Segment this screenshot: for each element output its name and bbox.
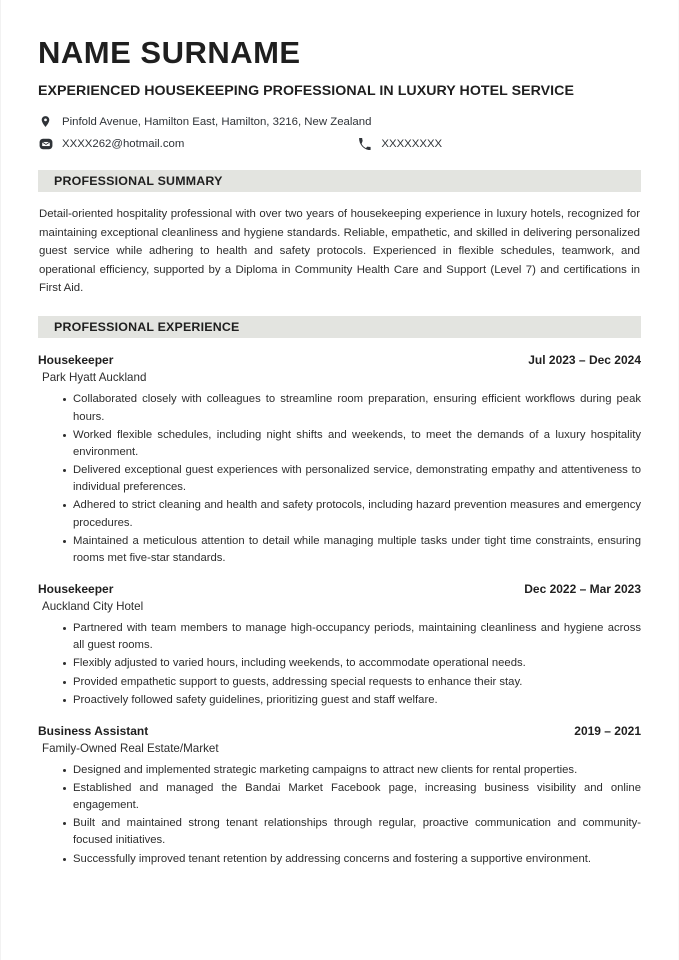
- job-company: Auckland City Hotel: [42, 600, 144, 614]
- job-bullet: Built and maintained strong tenant relationships through regular, proactive communication and community-focused initiatives.: [64, 815, 641, 849]
- job-bullet-list: [38, 762, 641, 868]
- summary-paragraph: Detail-oriented hospitality professional with over two years of housekeeping experience in luxury hotels, recognized for maintaining exceptional cleanliness and hygiene standards. Reliable, empathetic, and skilled in delivering personalized guest service while adhering to health and safety protocols. Experienced in flexible schedules, teamwork, and operational efficiency, supported by a Diploma in Community Health Care and Support (Level 7) and certifications in First Aid.: [39, 208, 640, 294]
- job-bullet: Worked flexible schedules, including night shifts and weekends, to meet the demands of a luxury hospitality environment.: [64, 427, 641, 461]
- phone-icon: [357, 136, 372, 151]
- contact-address-text: Pinfold Avenue, Hamilton East, Hamilton, 3216, New Zealand: [62, 115, 372, 128]
- job-bullet: Maintained a meticulous attention to detail while managing multiple tasks under tight time constraints, ensuring rooms met five-star standards.: [64, 533, 641, 567]
- job-company: Park Hyatt Auckland: [42, 371, 147, 385]
- job-bullet: Partnered with team members to manage high-occupancy periods, maintaining cleanliness and hygiene across all guest rooms.: [64, 620, 641, 654]
- job-bullet: Established and managed the Bandai Market Facebook page, increasing business visibility and online engagement.: [64, 780, 641, 814]
- job-bullet-list: [38, 620, 641, 709]
- job-title: Housekeeper: [38, 353, 114, 368]
- job-bullet: Proactively followed safety guidelines, prioritizing guest and staff welfare.: [64, 692, 641, 709]
- candidate-headline: EXPERIENCED HOUSEKEEPING PROFESSIONAL IN LUXURY HOTEL SERVICE: [38, 83, 574, 100]
- job-bullet: Collaborated closely with colleagues to streamline room preparation, ensuring efficient workflows during peak hours.: [64, 391, 641, 425]
- experience-entry-header: [38, 724, 641, 738]
- section-title-experience: PROFESSIONAL EXPERIENCE: [54, 320, 240, 335]
- job-bullet: Delivered exceptional guest experiences with personalized service, demonstrating empathy and attentiveness to individual preferences.: [64, 462, 641, 496]
- job-bullet: Provided empathetic support to guests, addressing special requests to enhance their stay.: [64, 674, 641, 691]
- envelope-icon: [38, 136, 53, 151]
- experience-entry: [38, 724, 641, 868]
- job-bullet-list: [38, 391, 641, 567]
- contact-block: [38, 114, 641, 151]
- page-edge-left: [0, 0, 1, 960]
- section-title-summary: PROFESSIONAL SUMMARY: [54, 174, 223, 189]
- contact-phone[interactable]: [357, 136, 442, 151]
- job-company: Family-Owned Real Estate/Market: [42, 741, 219, 755]
- experience-entry: [38, 353, 641, 567]
- experience-entry-header: [38, 582, 641, 596]
- job-dates: Dec 2022 – Mar 2023: [524, 582, 641, 597]
- section-professional-summary: [38, 170, 641, 297]
- contact-row-address: [38, 114, 641, 129]
- job-bullet: Adhered to strict cleaning and health and safety protocols, including hazard prevention measures and emergency procedures.: [64, 497, 641, 531]
- job-dates: 2019 – 2021: [574, 723, 641, 738]
- section-header-bar-summary: [38, 170, 641, 192]
- resume-header: [38, 36, 641, 151]
- contact-address: [38, 114, 371, 129]
- job-bullet: Designed and implemented strategic marketing campaigns to attract new clients for rental properties.: [64, 762, 641, 779]
- candidate-name: NAME SURNAME: [38, 35, 301, 70]
- experience-entry-header: [38, 353, 641, 367]
- section-professional-experience: [38, 316, 641, 867]
- job-dates: Jul 2023 – Dec 2024: [528, 353, 641, 368]
- location-pin-icon: [38, 114, 53, 129]
- section-header-bar-experience: [38, 316, 641, 338]
- job-bullet: Successfully improved tenant retention by addressing concerns and fostering a supportive environment.: [64, 851, 641, 868]
- job-bullet: Flexibly adjusted to varied hours, including weekends, to accommodate operational needs.: [64, 655, 641, 672]
- job-title: Housekeeper: [38, 582, 114, 597]
- contact-email[interactable]: [38, 136, 184, 151]
- experience-entry: [38, 582, 641, 709]
- contact-phone-text: XXXXXXXX: [381, 137, 443, 150]
- job-title: Business Assistant: [38, 723, 149, 738]
- contact-row-email-phone: [38, 136, 641, 151]
- contact-email-text: XXXX262@hotmail.com: [62, 137, 185, 150]
